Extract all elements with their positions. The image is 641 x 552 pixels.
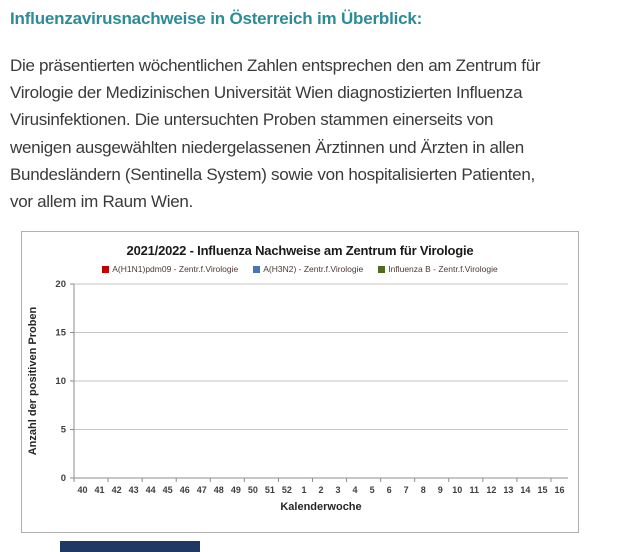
chart-plot-area [22, 278, 578, 530]
svg-text:3: 3 [335, 485, 341, 495]
svg-text:20: 20 [55, 279, 66, 290]
svg-text:Kalenderwoche: Kalenderwoche [280, 501, 362, 513]
svg-text:1: 1 [301, 485, 307, 495]
svg-text:48: 48 [213, 485, 224, 495]
chart-legend [22, 264, 578, 274]
svg-text:Anzahl der positiven Proben: Anzahl der positiven Proben [27, 306, 39, 456]
svg-text:49: 49 [230, 485, 241, 495]
influenza-chart-figure [21, 231, 579, 533]
svg-text:11: 11 [469, 485, 480, 495]
intro-line: Virologie der Medizinischen Universität Wien diagnostizierten Influenza [10, 83, 523, 103]
intro-line: Die präsentierten wöchentlichen Zahlen entsprechen den am Zentrum für [10, 56, 541, 75]
svg-text:52: 52 [281, 485, 292, 495]
svg-text:47: 47 [196, 485, 207, 495]
svg-text:6: 6 [386, 485, 392, 495]
svg-text:13: 13 [503, 485, 514, 495]
intro-line: Bundesländern (Sentinella System) sowie von hospitalisierten Patienten, [10, 164, 535, 184]
legend-item [378, 264, 497, 274]
svg-text:8: 8 [420, 485, 426, 495]
svg-text:15: 15 [537, 485, 548, 495]
svg-text:9: 9 [437, 485, 443, 495]
svg-text:41: 41 [94, 485, 105, 495]
svg-text:5: 5 [369, 485, 375, 495]
legend-label: Influenza B - Zentr.f.Virologie [388, 264, 498, 274]
chart-title: 2021/2022 - Influenza Nachweise am Zentrum für Virologie [126, 243, 474, 258]
legend-swatch-icon [378, 266, 385, 273]
intro-paragraph [10, 52, 638, 215]
legend-label: A(H3N2) - Zentr.f.Virologie [263, 264, 364, 274]
page-title: Influenzavirusnachweise in Österreich im Überblick: [10, 9, 423, 28]
svg-text:10: 10 [55, 376, 66, 387]
svg-text:16: 16 [554, 485, 565, 495]
svg-text:44: 44 [145, 485, 156, 495]
svg-text:15: 15 [55, 327, 66, 339]
svg-text:50: 50 [247, 485, 258, 495]
svg-text:10: 10 [452, 485, 463, 495]
svg-text:42: 42 [111, 485, 122, 495]
svg-text:7: 7 [403, 485, 409, 495]
legend-swatch-icon [102, 266, 109, 273]
legend-swatch-icon [253, 266, 260, 273]
svg-text:40: 40 [77, 485, 88, 495]
svg-text:0: 0 [60, 473, 66, 484]
svg-text:5: 5 [60, 424, 66, 436]
svg-text:43: 43 [128, 485, 139, 495]
legend-item [253, 264, 363, 274]
svg-text:12: 12 [486, 485, 497, 495]
svg-text:4: 4 [352, 485, 358, 495]
cropped-next-section-bar [60, 541, 200, 552]
legend-item [102, 264, 238, 274]
svg-text:2: 2 [318, 485, 324, 495]
legend-label: A(H1N1)pdm09 - Zentr.f.Virologie [112, 264, 239, 274]
intro-line: vor allem im Raum Wien. [10, 192, 193, 212]
svg-text:45: 45 [162, 485, 173, 495]
intro-line: Virusinfektionen. Die untersuchten Proben stammen einerseits von [10, 110, 494, 130]
intro-line: wenigen ausgewählten niedergelassenen Ärztinnen und Ärzten in allen [10, 137, 524, 157]
svg-text:14: 14 [520, 485, 531, 495]
svg-text:51: 51 [264, 485, 275, 495]
svg-text:46: 46 [179, 485, 190, 495]
